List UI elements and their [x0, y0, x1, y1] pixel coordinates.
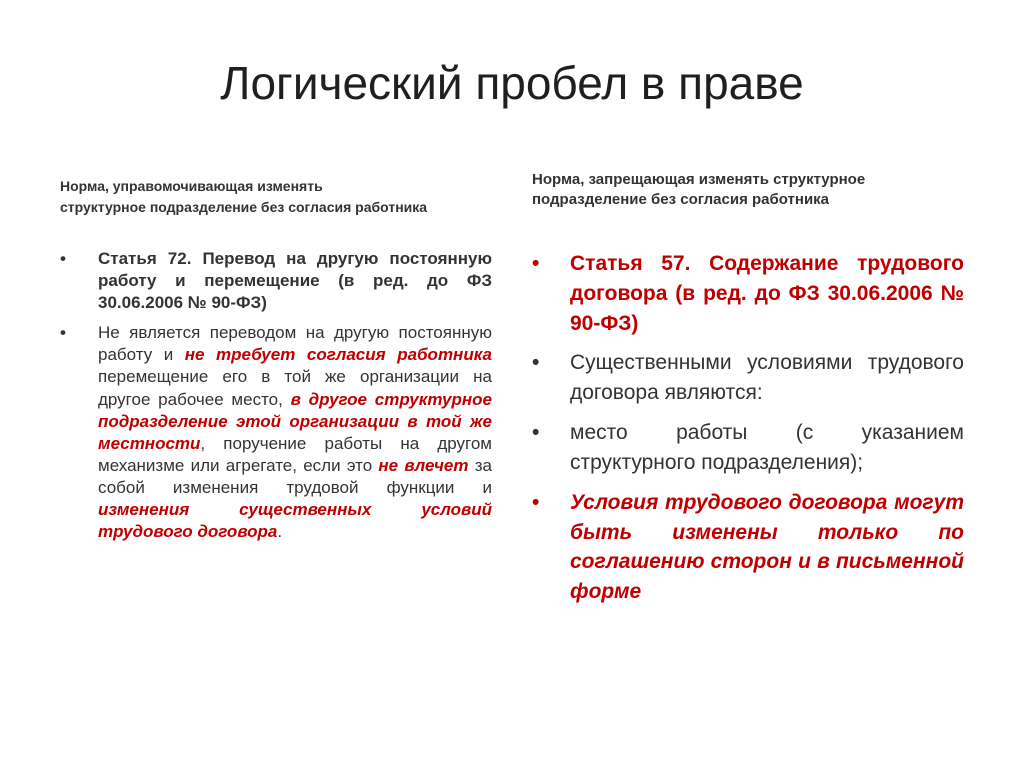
list-item: [60, 248, 492, 314]
right-column-heading: Норма, запрещающая изменять структурное подразделение без согласия работника: [532, 171, 866, 208]
highlight-segment: не влечет: [378, 455, 469, 475]
right-column: [532, 170, 964, 617]
right-list: [532, 249, 964, 607]
highlight-segment: не требует согласия работника: [184, 345, 492, 365]
text-segment: .: [277, 522, 283, 542]
text-segment: за собой изменения трудовой функции и: [98, 455, 492, 497]
highlight-segment: в другое структурное подразделение этой организации в той же местности: [98, 389, 492, 453]
text-segment: , поручение работы на другом механизме или агрегате, если это: [98, 433, 492, 475]
list-item: [532, 488, 964, 607]
bullet: •: [532, 252, 540, 275]
list-item-text: место работы (с указанием структурного подразделения);: [570, 421, 964, 474]
bullet: •: [532, 421, 540, 445]
list-item: [60, 322, 492, 543]
list-item: [532, 418, 964, 478]
left-heading-line-2: структурное подразделение без согласия работника: [60, 199, 428, 215]
bullet: •: [60, 249, 66, 268]
text-segment: Не является переводом на другую постоянную работу и: [98, 323, 492, 365]
left-list: [60, 248, 492, 543]
article-57-heading: Статья 57. Содержание трудового договора (в ред. до ФЗ 30.06.2006 № 90-ФЗ): [570, 252, 964, 335]
list-item: [532, 249, 964, 338]
bullet: •: [60, 323, 66, 343]
slide-title: Логический пробел в праве: [220, 57, 804, 109]
bullet: •: [532, 351, 540, 375]
left-heading-line-1: Норма, управомочивающая изменять: [60, 178, 323, 194]
bullet: •: [532, 490, 540, 514]
article-72-heading: Статья 72. Перевод на другую постоянную работу и перемещение (в ред. до ФЗ 30.06.2006 № 90-ФЗ): [98, 249, 492, 313]
list-item-text: Существенными условиями трудового договора являются:: [570, 351, 964, 405]
text-segment: перемещение его в той же организации на другое рабочее место,: [98, 367, 492, 409]
left-column: [60, 176, 492, 551]
left-column-heading: [60, 176, 492, 218]
list-item: [532, 348, 964, 408]
highlight-segment: изменения существенных условий трудового договора: [98, 500, 492, 542]
highlight-conclusion: Условия трудового договора могут быть изменены только по соглашению сторон и в письменной форме: [570, 490, 964, 604]
